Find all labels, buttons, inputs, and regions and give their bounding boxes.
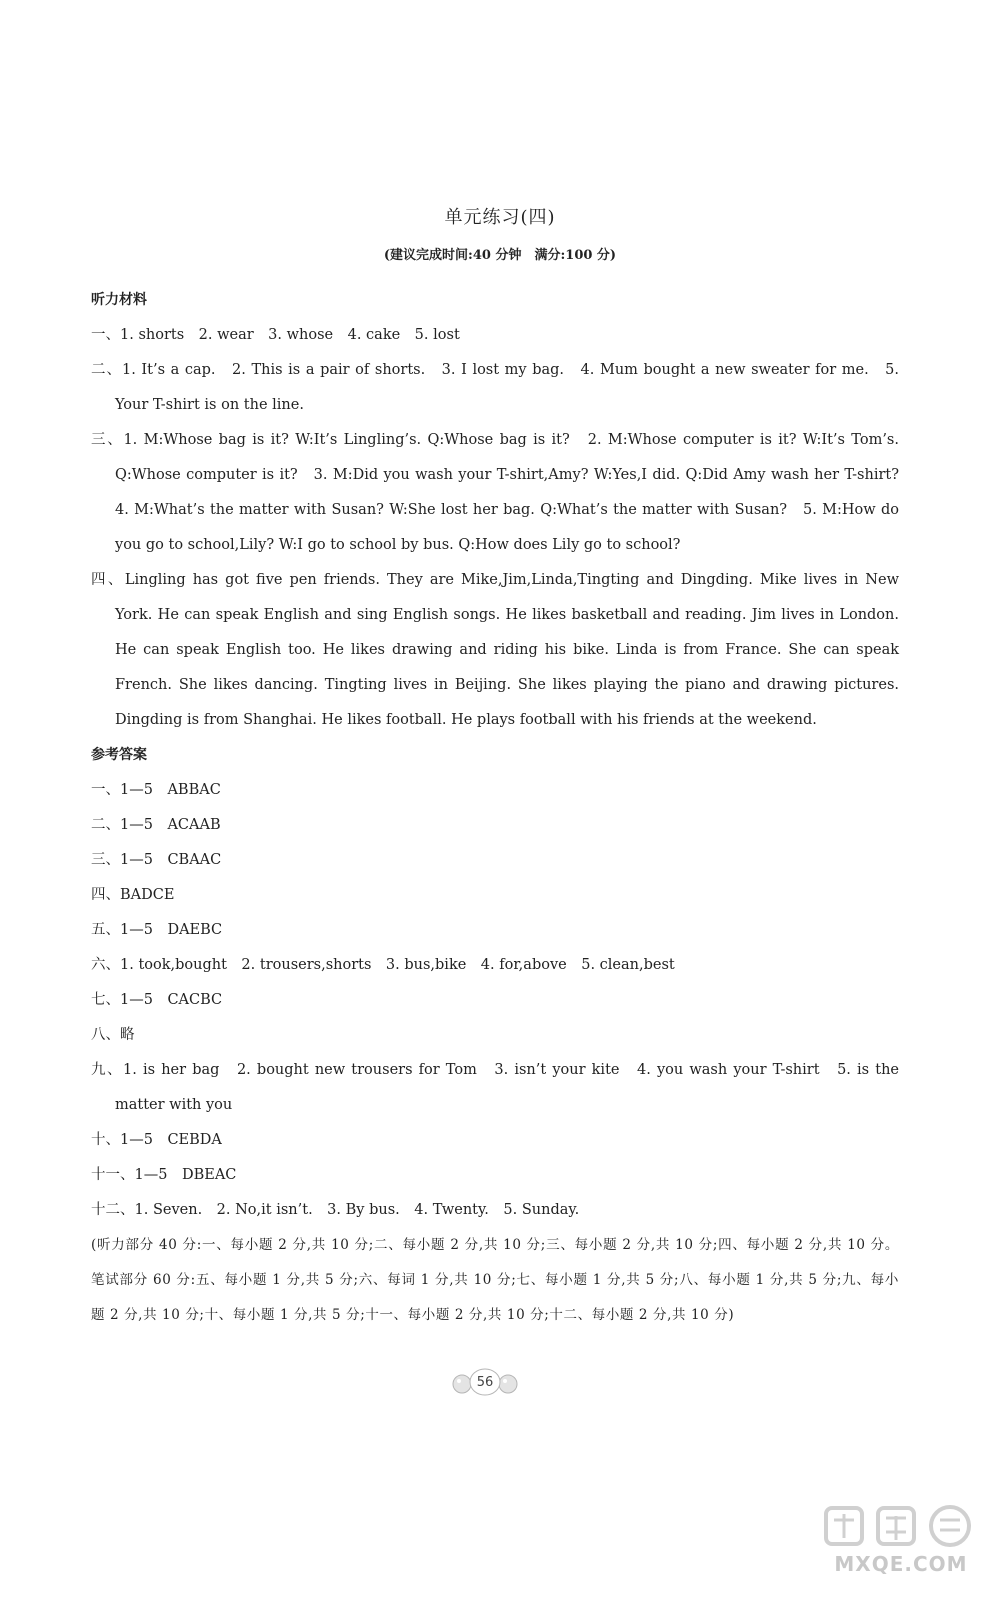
watermark-text: MXQE.COM [834,1552,968,1576]
listening-heading: 听力材料 [91,292,147,308]
watermark [816,1502,986,1592]
answer-item-6: 六、1. took,bought 2. trousers,shorts 3. bus,bike 4. for,above 5. clean,best [91,957,675,973]
answer-item-12: 十二、1. Seven. 2. No,it isn’t. 3. By bus. 4. Twenty. 5. Sunday. [91,1202,580,1218]
page-subtitle: (建议完成时间:40 分钟 满分:100 分) [383,248,617,263]
answer-item-5: 五、1—5 DAEBC [91,922,223,938]
answer-item-1: 一、1—5 ABBAC [91,782,221,798]
page-number-badge [452,1368,518,1398]
answer-item-7: 七、1—5 CACBC [91,992,223,1008]
scoring-note: (听力部分 40 分:一、每小题 2 分,共 10 分;二、每小题 2 分,共 10 分;三、每小题 2 分,共 10 分;四、每小题 2 分,共 10 分。笔试部分 60 分:五、每小题 1 分,共 5 分;六、每词 1 分,共 10 分;七、每小题 1 分,共 5 分;八、每小题 1 分,共 5 分;九、每小题 2 分,共 10 分;十、每小题 1 分,共 5 分;十一、每小题 2 分,共 10 分;十二、每小题 2 分,共 10 分) [91,1237,899,1323]
page-title: 单元练习(四) [444,207,556,228]
answer-item-2: 二、1—5 ACAAB [91,817,221,833]
content [91,283,914,1333]
answer-item-9: 九、1. is her bag 2. bought new trousers for Tom 3. isn’t your kite 4. you wash your T-shirt 5. is the matter with you [91,1062,899,1113]
watermark-logo-icon [816,1502,986,1552]
answer-item-11: 十一、1—5 DBEAC [91,1167,237,1183]
listening-item-4: 四、Lingling has got five pen friends. They are Mike,Jim,Linda,Tingting and Dingding. Mike lives in New York. He can speak English and sing English songs. He likes basketball and reading. Jim lives in London. He can speak English too. He likes drawing and riding his bike. Linda is from France. She can speak French. She likes dancing. Tingting lives in Beijing. She likes playing the piano and drawing pictures. Dingding is from Shanghai. He likes football. He plays football with his friends at the weekend. [91,572,899,728]
answer-item-8: 八、略 [91,1027,135,1043]
answers-heading: 参考答案 [91,747,147,763]
answer-item-4: 四、BADCE [91,887,175,903]
answer-item-10: 十、1—5 CEBDA [91,1132,222,1148]
listening-item-1: 一、1. shorts 2. wear 3. whose 4. cake 5. lost [91,327,460,343]
listening-item-2: 二、1. It’s a cap. 2. This is a pair of shorts. 3. I lost my bag. 4. Mum bought a new sweater for me. 5. Your T-shirt is on the line. [91,362,899,413]
answer-item-3: 三、1—5 CBAAC [91,852,222,868]
page-number: 56 [476,1375,494,1390]
listening-item-3: 三、1. M:Whose bag is it? W:It’s Lingling’s. Q:Whose bag is it? 2. M:Whose computer is it? W:It’s Tom’s. Q:Whose computer is it? 3. M:Did you wash your T-shirt,Amy? W:Yes,I did. Q:Did Amy wash her T-shirt? 4. M:What’s the matter with Susan? W:She lost her bag. Q:What’s the matter with Susan? 5. M:How do you go to school,Lily? W:I go to school by bus. Q:How does Lily go to school? [91,432,914,553]
